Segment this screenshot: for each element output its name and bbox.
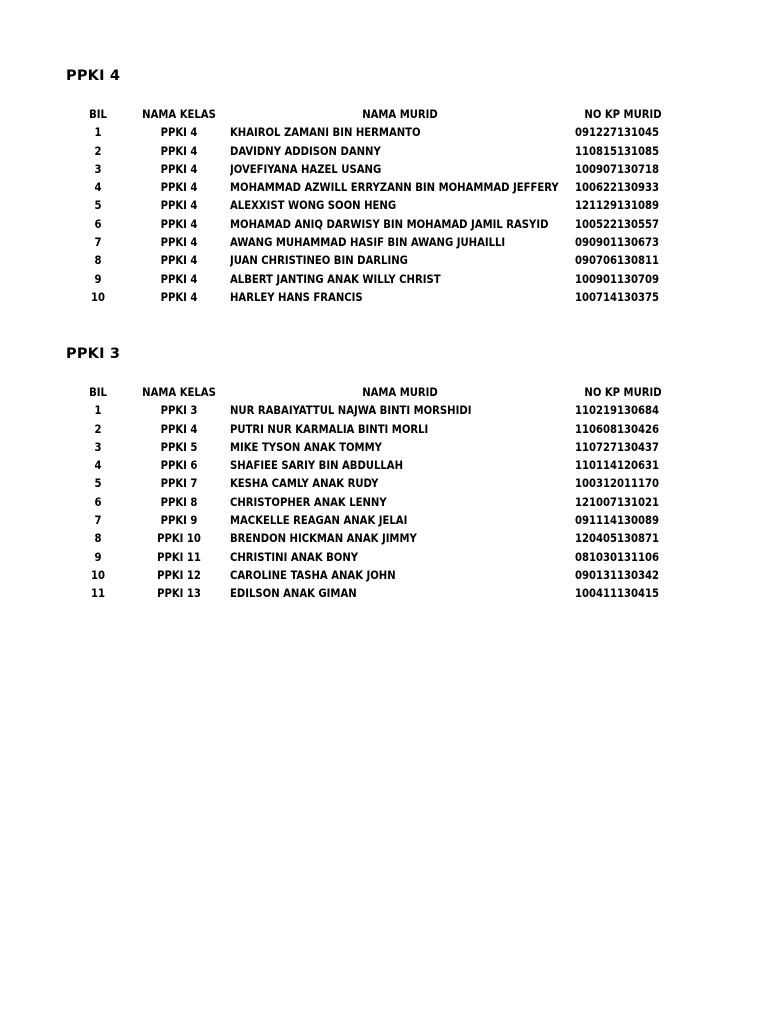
table-row <box>0 271 768 289</box>
cell-bil: 3 <box>94 440 102 454</box>
cell-kelas: PPKI 4 <box>160 422 198 436</box>
table-row <box>0 197 768 215</box>
cell-kp: 121007131021 <box>575 495 660 509</box>
cell-kelas: PPKI 4 <box>160 162 198 176</box>
cell-kelas: PPKI 4 <box>160 290 198 304</box>
cell-nama: KESHA CAMLY ANAK RUDY <box>230 477 379 491</box>
cell-kp: 090901130673 <box>575 236 660 250</box>
cell-kelas: PPKI 3 <box>160 404 198 418</box>
section-title: PPKI 4 <box>66 68 121 84</box>
cell-nama: EDILSON ANAK GIMAN <box>230 587 357 601</box>
cell-kp: 100907130718 <box>575 162 660 176</box>
table-row <box>0 252 768 270</box>
cell-kelas: PPKI 6 <box>160 459 198 473</box>
cell-nama: CAROLINE TASHA ANAK JOHN <box>230 568 396 582</box>
cell-kp: 110727130437 <box>575 440 660 454</box>
cell-kelas: PPKI 12 <box>157 568 201 582</box>
cell-nama: NUR RABAIYATTUL NAJWA BINTI MORSHIDI <box>230 404 472 418</box>
table-row <box>0 494 768 512</box>
cell-kp: 090706130811 <box>575 254 660 268</box>
cell-kp: 110815131085 <box>575 144 660 158</box>
cell-kelas: PPKI 4 <box>160 126 198 140</box>
table-row <box>0 421 768 439</box>
table-row <box>0 216 768 234</box>
cell-kp: 100522130557 <box>575 217 660 231</box>
table-row <box>0 512 768 530</box>
table-row <box>0 124 768 142</box>
cell-bil: 6 <box>94 217 102 231</box>
cell-bil: 4 <box>94 181 102 195</box>
header-nama-kelas: NAMA KELAS <box>142 108 216 121</box>
cell-bil: 2 <box>94 144 102 158</box>
student-table <box>0 384 768 604</box>
cell-nama: JOVEFIYANA HAZEL USANG <box>230 162 382 176</box>
cell-kp: 091114130089 <box>575 514 660 528</box>
cell-bil: 9 <box>94 550 102 564</box>
cell-nama: MOHAMMAD AZWILL ERRYZANN BIN MOHAMMAD JEFFERY <box>230 181 559 195</box>
header-bil: BIL <box>89 386 107 399</box>
header-nama-murid: NAMA MURID <box>362 108 438 121</box>
cell-kelas: PPKI 7 <box>160 477 198 491</box>
cell-bil: 2 <box>94 422 102 436</box>
cell-kp: 110219130684 <box>575 404 660 418</box>
cell-kp: 110114120631 <box>575 459 660 473</box>
cell-nama: MACKELLE REAGAN ANAK JELAI <box>230 514 408 528</box>
table-row <box>0 289 768 307</box>
cell-nama: MIKE TYSON ANAK TOMMY <box>230 440 382 454</box>
cell-nama: KHAIROL ZAMANI BIN HERMANTO <box>230 126 421 140</box>
cell-kelas: PPKI 4 <box>160 181 198 195</box>
cell-kelas: PPKI 13 <box>157 587 201 601</box>
cell-bil: 1 <box>94 126 102 140</box>
header-nama-murid: NAMA MURID <box>362 386 438 399</box>
cell-bil: 4 <box>94 459 102 473</box>
cell-nama: ALBERT JANTING ANAK WILLY CHRIST <box>230 272 441 286</box>
cell-nama: PUTRI NUR KARMALIA BINTI MORLI <box>230 422 429 436</box>
table-row <box>0 234 768 252</box>
cell-kelas: PPKI 4 <box>160 254 198 268</box>
table-row <box>0 457 768 475</box>
table-header-row <box>0 106 768 124</box>
cell-kelas: PPKI 5 <box>160 440 198 454</box>
cell-bil: 8 <box>94 254 102 268</box>
cell-nama: CHRISTOPHER ANAK LENNY <box>230 495 387 509</box>
cell-bil: 8 <box>94 532 102 546</box>
cell-bil: 1 <box>94 404 102 418</box>
table-row <box>0 179 768 197</box>
header-no-kp: NO KP MURID <box>584 386 662 399</box>
table-row <box>0 143 768 161</box>
table-row <box>0 530 768 548</box>
table-row <box>0 549 768 567</box>
header-nama-kelas: NAMA KELAS <box>142 386 216 399</box>
cell-nama: SHAFIEE SARIY BIN ABDULLAH <box>230 459 404 473</box>
cell-kp: 100714130375 <box>575 290 660 304</box>
table-row <box>0 439 768 457</box>
cell-kp: 121129131089 <box>575 199 660 213</box>
table-row <box>0 567 768 585</box>
cell-kp: 100622130933 <box>575 181 660 195</box>
cell-kp: 091227131045 <box>575 126 660 140</box>
cell-kp: 120405130871 <box>575 532 660 546</box>
cell-nama: BRENDON HICKMAN ANAK JIMMY <box>230 532 417 546</box>
cell-bil: 10 <box>90 290 105 304</box>
cell-kp: 090131130342 <box>575 568 660 582</box>
table-row <box>0 161 768 179</box>
table-row <box>0 402 768 420</box>
header-bil: BIL <box>89 108 107 121</box>
cell-kelas: PPKI 4 <box>160 272 198 286</box>
cell-nama: DAVIDNY ADDISON DANNY <box>230 144 381 158</box>
cell-kp: 081030131106 <box>575 550 660 564</box>
student-table <box>0 106 768 307</box>
header-no-kp: NO KP MURID <box>584 108 662 121</box>
cell-kp: 100901130709 <box>575 272 660 286</box>
cell-kelas: PPKI 10 <box>157 532 201 546</box>
cell-kelas: PPKI 11 <box>157 550 201 564</box>
cell-nama: ALEXXIST WONG SOON HENG <box>230 199 397 213</box>
cell-nama: HARLEY HANS FRANCIS <box>230 290 363 304</box>
cell-kp: 100312011170 <box>575 477 660 491</box>
cell-bil: 7 <box>94 236 102 250</box>
cell-nama: AWANG MUHAMMAD HASIF BIN AWANG JUHAILLI <box>230 236 506 250</box>
cell-bil: 11 <box>90 587 105 601</box>
cell-kp: 100411130415 <box>575 587 660 601</box>
cell-bil: 6 <box>94 495 102 509</box>
table-row <box>0 585 768 603</box>
cell-kelas: PPKI 4 <box>160 199 198 213</box>
section-title: PPKI 3 <box>66 346 121 362</box>
cell-bil: 9 <box>94 272 102 286</box>
cell-kelas: PPKI 4 <box>160 217 198 231</box>
table-row <box>0 475 768 493</box>
cell-bil: 5 <box>94 199 102 213</box>
cell-kelas: PPKI 4 <box>160 144 198 158</box>
cell-kelas: PPKI 8 <box>160 495 198 509</box>
cell-bil: 10 <box>90 568 105 582</box>
cell-nama: CHRISTINI ANAK BONY <box>230 550 359 564</box>
cell-kelas: PPKI 4 <box>160 236 198 250</box>
cell-kelas: PPKI 9 <box>160 514 198 528</box>
cell-kp: 110608130426 <box>575 422 660 436</box>
cell-nama: JUAN CHRISTINEO BIN DARLING <box>230 254 408 268</box>
cell-bil: 7 <box>94 514 102 528</box>
cell-nama: MOHAMAD ANIQ DARWISY BIN MOHAMAD JAMIL RASYID <box>230 217 549 231</box>
table-header-row <box>0 384 768 402</box>
cell-bil: 5 <box>94 477 102 491</box>
cell-bil: 3 <box>94 162 102 176</box>
